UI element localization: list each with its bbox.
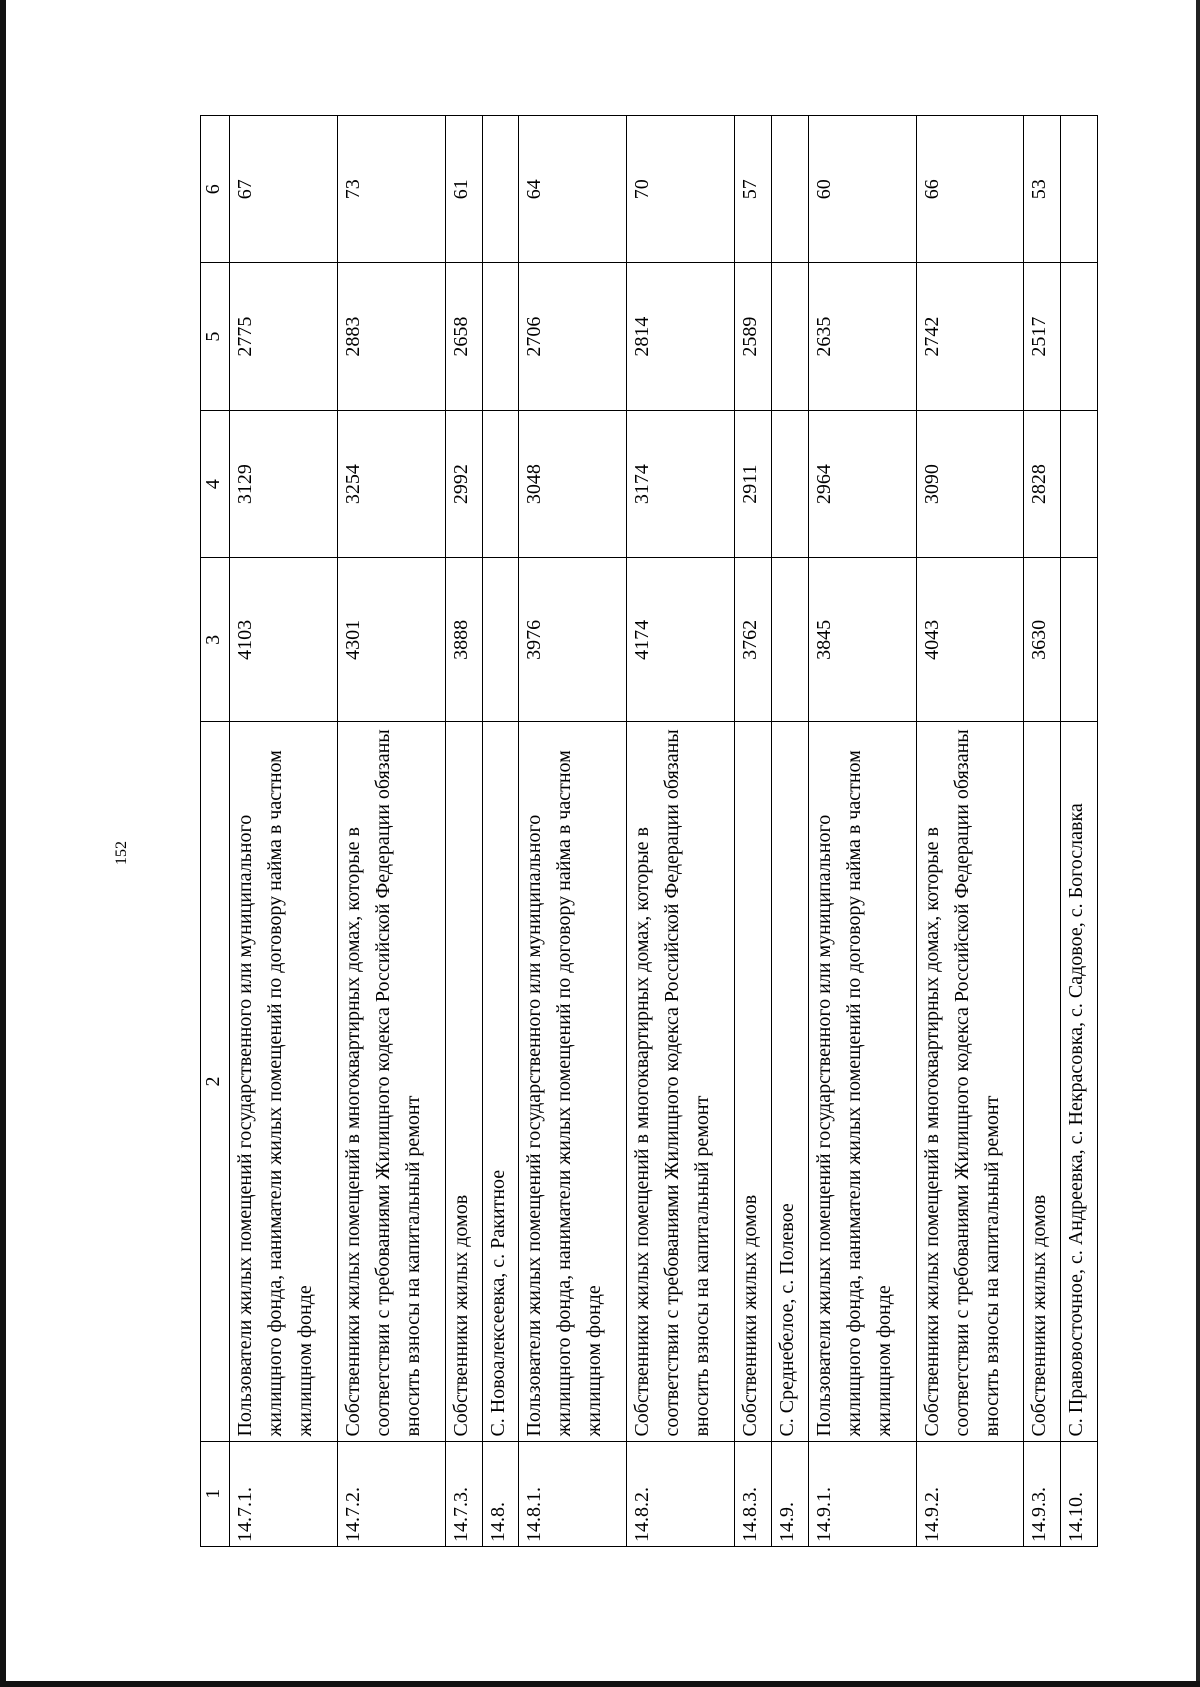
table-row — [771, 116, 808, 1547]
row-value-col-3: 4103 — [230, 558, 338, 722]
row-value-col-4 — [771, 410, 808, 557]
row-value-col-5: 2658 — [445, 263, 482, 410]
row-value-col-5: 2775 — [230, 263, 338, 410]
row-value-col-3 — [482, 558, 519, 722]
table-row — [1061, 116, 1098, 1547]
header-col-1: 1 — [201, 1441, 230, 1546]
header-col-4: 4 — [201, 410, 230, 557]
row-value-col-3: 4301 — [337, 558, 445, 722]
row-value-col-6: 70 — [627, 116, 735, 263]
row-value-col-3: 3845 — [808, 558, 916, 722]
table-row — [230, 116, 338, 1547]
row-value-col-3: 3630 — [1024, 558, 1061, 722]
row-value-col-4 — [482, 410, 519, 557]
table-row — [337, 116, 445, 1547]
row-code: 14.10. — [1061, 1441, 1098, 1546]
row-value-col-5 — [771, 263, 808, 410]
row-description: Собственники жилых помещений в многоквартирных домах, которые в соответствии с требованиями Жилищного кодекса Российской Федерации обязаны вносить взносы на капитальный ремонт — [916, 722, 1024, 1441]
row-description: Собственники жилых помещений в многоквартирных домах, которые в соответствии с требованиями Жилищного кодекса Российской Федерации обязаны вносить взносы на капитальный ремонт — [337, 722, 445, 1441]
table-container — [200, 115, 1098, 1547]
row-description: Пользователи жилых помещений государственного или муниципального жилищного фонда, наниматели жилых помещений по договору найма в частном жилищном фонде — [808, 722, 916, 1441]
row-description: С. Среднебелое, с. Полевое — [771, 722, 808, 1441]
row-value-col-6 — [771, 116, 808, 263]
table-row — [808, 116, 916, 1547]
header-col-2: 2 — [201, 722, 230, 1441]
row-value-col-3: 3888 — [445, 558, 482, 722]
row-description: Собственники жилых домов — [735, 722, 772, 1441]
header-row — [201, 116, 230, 1547]
row-code: 14.7.3. — [445, 1441, 482, 1546]
row-code: 14.7.2. — [337, 1441, 445, 1546]
row-code: 14.9. — [771, 1441, 808, 1546]
table-row — [1024, 116, 1061, 1547]
row-value-col-6: 53 — [1024, 116, 1061, 263]
row-value-col-3: 3762 — [735, 558, 772, 722]
row-value-col-4: 3090 — [916, 410, 1024, 557]
row-description: Собственники жилых домов — [445, 722, 482, 1441]
row-value-col-3 — [771, 558, 808, 722]
row-value-col-4: 2992 — [445, 410, 482, 557]
row-code: 14.8.1. — [519, 1441, 627, 1546]
row-value-col-4 — [1061, 410, 1098, 557]
row-value-col-5 — [482, 263, 519, 410]
row-value-col-6: 66 — [916, 116, 1024, 263]
row-value-col-5: 2742 — [916, 263, 1024, 410]
row-description: Собственники жилых помещений в многоквартирных домах, которые в соответствии с требованиями Жилищного кодекса Российской Федерации обязаны вносить взносы на капитальный ремонт — [627, 722, 735, 1441]
row-value-col-4: 3048 — [519, 410, 627, 557]
row-value-col-5 — [1061, 263, 1098, 410]
row-value-col-6: 60 — [808, 116, 916, 263]
row-value-col-5: 2589 — [735, 263, 772, 410]
row-value-col-3 — [1061, 558, 1098, 722]
table-row — [519, 116, 627, 1547]
row-value-col-4: 2828 — [1024, 410, 1061, 557]
rotated-table-frame — [200, 115, 1098, 1547]
header-col-5: 5 — [201, 263, 230, 410]
table-row — [482, 116, 519, 1547]
row-value-col-6: 67 — [230, 116, 338, 263]
row-value-col-6: 73 — [337, 116, 445, 263]
header-col-6: 6 — [201, 116, 230, 263]
row-code: 14.8. — [482, 1441, 519, 1546]
row-description: С. Новоалексеевка, с. Ракитное — [482, 722, 519, 1441]
scan-edge-bottom — [0, 1681, 1200, 1687]
scan-edge-right — [1196, 0, 1200, 1687]
page-number: 152 — [113, 841, 130, 865]
table-row — [916, 116, 1024, 1547]
row-value-col-6: 57 — [735, 116, 772, 263]
row-value-col-6 — [1061, 116, 1098, 263]
row-value-col-5: 2814 — [627, 263, 735, 410]
row-value-col-5: 2883 — [337, 263, 445, 410]
row-value-col-4: 3254 — [337, 410, 445, 557]
table-row — [735, 116, 772, 1547]
table-row — [627, 116, 735, 1547]
tariff-table — [200, 115, 1098, 1547]
row-code: 14.8.3. — [735, 1441, 772, 1546]
row-description: С. Правовосточное, с. Андреевка, с. Некрасовка, с. Садовое, с. Богославка — [1061, 722, 1098, 1441]
row-description: Пользователи жилых помещений государственного или муниципального жилищного фонда, наниматели жилых помещений по договору найма в частном жилищном фонде — [519, 722, 627, 1441]
row-value-col-3: 4174 — [627, 558, 735, 722]
row-value-col-5: 2635 — [808, 263, 916, 410]
header-col-3: 3 — [201, 558, 230, 722]
row-value-col-5: 2517 — [1024, 263, 1061, 410]
row-value-col-3: 4043 — [916, 558, 1024, 722]
row-value-col-6: 64 — [519, 116, 627, 263]
row-code: 14.7.1. — [230, 1441, 338, 1546]
row-value-col-4: 3174 — [627, 410, 735, 557]
row-value-col-4: 3129 — [230, 410, 338, 557]
row-description: Собственники жилых домов — [1024, 722, 1061, 1441]
table-row — [445, 116, 482, 1547]
scan-edge-left — [0, 0, 6, 1687]
row-value-col-4: 2911 — [735, 410, 772, 557]
row-code: 14.9.3. — [1024, 1441, 1061, 1546]
row-value-col-6 — [482, 116, 519, 263]
row-value-col-5: 2706 — [519, 263, 627, 410]
row-value-col-3: 3976 — [519, 558, 627, 722]
row-value-col-4: 2964 — [808, 410, 916, 557]
table-body — [230, 116, 1098, 1547]
row-code: 14.9.1. — [808, 1441, 916, 1546]
row-code: 14.9.2. — [916, 1441, 1024, 1546]
row-code: 14.8.2. — [627, 1441, 735, 1546]
row-description: Пользователи жилых помещений государственного или муниципального жилищного фонда, наниматели жилых помещений по договору найма в частном жилищном фонде — [230, 722, 338, 1441]
row-value-col-6: 61 — [445, 116, 482, 263]
